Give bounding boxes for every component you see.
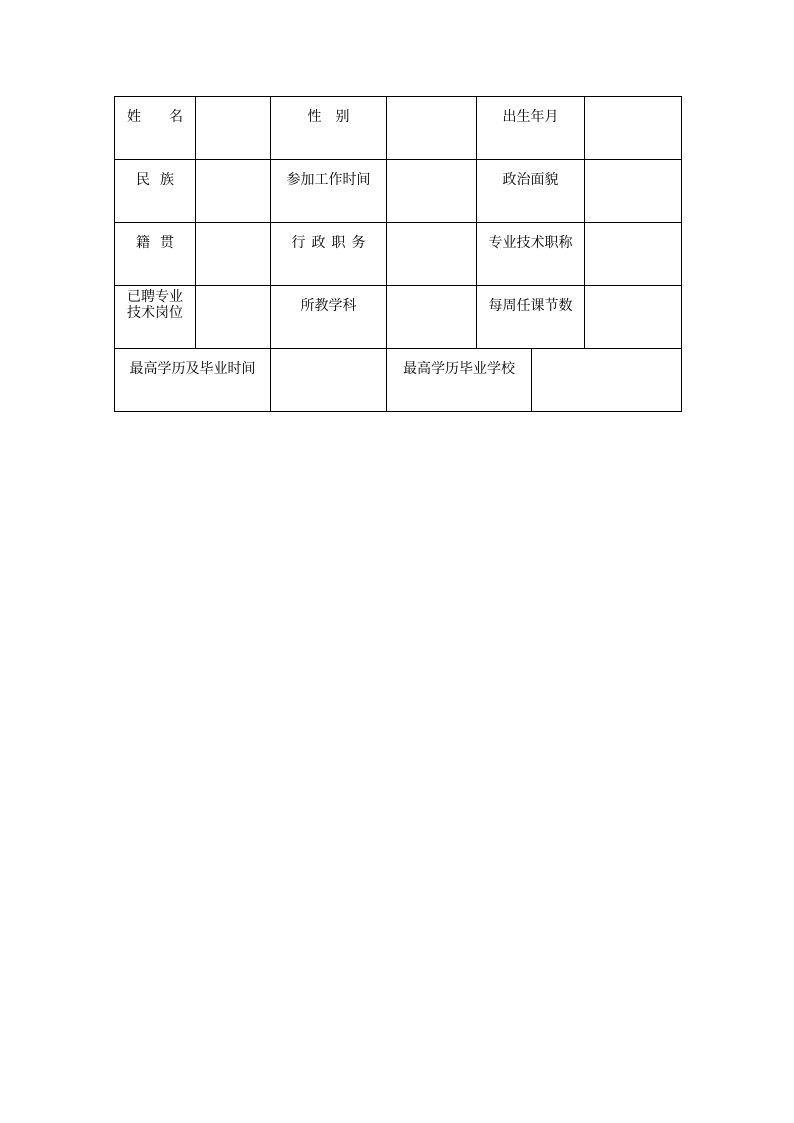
admin-post-field[interactable]: [387, 223, 477, 286]
subject-label-cell: [271, 286, 387, 349]
personal-info-form: [114, 96, 682, 412]
form-row-5: [115, 349, 682, 412]
work-start-field[interactable]: [387, 160, 477, 223]
gender-label: 性别: [307, 109, 364, 125]
subject-label: 所教学科: [300, 298, 357, 314]
political-field[interactable]: [585, 160, 682, 223]
form-row-3: [115, 223, 682, 286]
education-time-label-cell: [115, 349, 271, 412]
hired-post-label-line1: 已聘专业: [127, 289, 183, 305]
graduate-school-label: 最高学历毕业学校: [403, 361, 515, 377]
political-label: 政治面貌: [502, 172, 559, 188]
origin-label-cell: [115, 223, 196, 286]
work-start-label-cell: [271, 160, 387, 223]
subject-field[interactable]: [387, 286, 477, 349]
form-row-4: [115, 286, 682, 349]
admin-post-label-cell: [271, 223, 387, 286]
birth-label: 出生年月: [502, 109, 559, 125]
birth-label-cell: [477, 97, 585, 160]
ethnicity-label: 民族: [136, 172, 184, 188]
origin-field[interactable]: [196, 223, 271, 286]
birth-field[interactable]: [585, 97, 682, 160]
ethnicity-field[interactable]: [196, 160, 271, 223]
hired-post-label-line2: 技术岗位: [127, 305, 183, 321]
hired-post-label-cell: [115, 286, 196, 349]
political-label-cell: [477, 160, 585, 223]
admin-post-label: 行政职务: [291, 235, 372, 251]
tech-title-label-cell: [477, 223, 585, 286]
name-label-cell: [115, 97, 211, 160]
weekly-lessons-field[interactable]: [585, 286, 682, 349]
ethnicity-label-cell: [115, 160, 196, 223]
weekly-lessons-label: 每周任课节数: [488, 298, 573, 314]
gender-field[interactable]: [387, 97, 477, 160]
graduate-school-label-cell: [387, 349, 532, 412]
work-start-label: 参加工作时间: [286, 172, 371, 188]
tech-title-label: 专业技术职称: [488, 235, 573, 251]
education-time-field[interactable]: [271, 349, 387, 412]
gender-label-cell: [271, 97, 387, 160]
name-label: 姓名: [127, 109, 211, 125]
hired-post-field[interactable]: [196, 286, 271, 349]
origin-label: 籍贯: [136, 235, 184, 251]
graduate-school-field[interactable]: [532, 349, 682, 412]
education-time-label: 最高学历及毕业时间: [129, 361, 256, 377]
weekly-lessons-label-cell: [477, 286, 585, 349]
tech-title-field[interactable]: [585, 223, 682, 286]
form-row-1: [115, 97, 682, 160]
name-field[interactable]: [196, 97, 271, 160]
form-row-2: [115, 160, 682, 223]
